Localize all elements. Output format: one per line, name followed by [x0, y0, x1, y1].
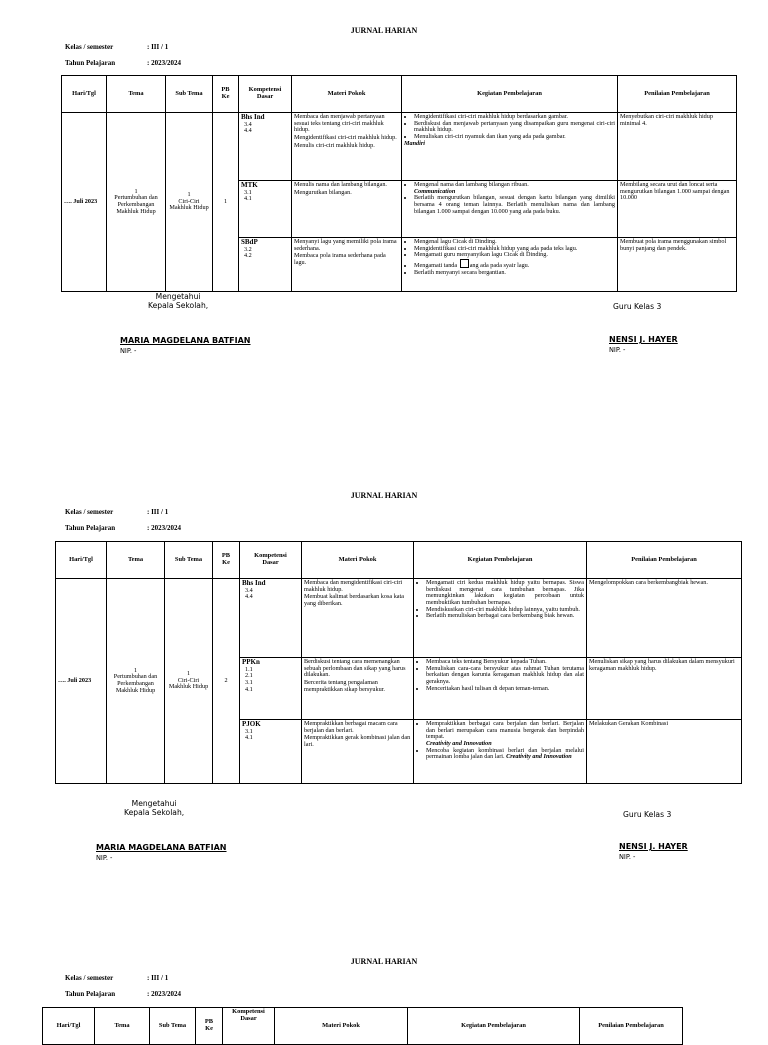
journal-table — [42, 1007, 683, 1045]
guru-name-block: NENSI J. HAYER NIP. - — [619, 842, 688, 861]
kepala-signature: Mengetahui Kepala Sekolah, — [124, 799, 185, 817]
journal-title: JURNAL HARIAN — [350, 491, 418, 500]
guru-label: Guru Kelas 3 — [623, 810, 672, 819]
table-row: PJOK 3.1 4.1 Mempraktikkan berbagai macam cara berjalan dan berlari. Mempraktikkan gerak kombinasi jalan dan lari. • Mempraktikkan berbagai cara berjalan dan berlari. Berjalan dan berlari merupakan cara manusia bergerak dan berpindah tempat. Creativity and Innovation • Mencoba kegiatan kombinasi berlari dan berjalan melalui permainan lomba jalan dan lari. Creativity and Innovation Melakukan Gerakan Kombinasi — [56, 720, 742, 784]
journal-table — [55, 541, 742, 784]
table-row: …. Juli 2023 1 Pertumbuhan dan Perkembangan Makhluk Hidup 1 Ciri-Ciri Makhluk Hidup 1 Bhs Ind 3.4 4.4 Membaca dan menjawab pertanyaan sesuai teks tentang ciri-ciri makhluk hidup. Mengidentifikasi ciri-ciri makhluk hidup. Menulis ciri-ciri makhluk hidup. • Mengidentifikasi ciri-ciri makhluk hidup berdasarkan gambar. • Berdiskusi dan menjawab pertanyaan yang disampaikan guru mengenai ciri-ciri makhluk hidup. • Menuliskan ciri-ciri nyamuk dan ikan yang ada pada gambar. Mandiri Menyebutkan ciri-ciri makhluk hidup minimal 4. — [62, 113, 737, 181]
journal-title: JURNAL HARIAN — [350, 957, 418, 966]
kepala-signature: Mengetahui Kepala Sekolah, — [148, 292, 209, 310]
journal-table — [61, 75, 737, 292]
header-row: Hari/Tgl Tema Sub Tema PB Ke Kompetensi Dasar Materi Pokok Kegiatan Pembelajaran Penilaian Pembelajaran — [56, 542, 742, 579]
table-row: PPKn 1.1 2.1 3.1 4.1 Berdiskusi tentang cara memenangkan sebuah perlombaan dan sikap yang harus dilakukan. Bercerita tentang pengalaman mempraktikkan sikap bersyukur. • Membaca teks tentang Bersyukur kepada Tuhan. • Menuliskan cara-cara bersyukur atas rahmat Tuhan terutama berkaitan dengan karunia keragaman makhluk hidup dan alat geraknya. • Menceritakan hasil tulisan di depan teman-teman. Menuliskan sikap yang harus dilakukan dalam mensyukuri keragaman makhluk hidup. — [56, 658, 742, 720]
header-row: Hari/Tgl Tema Sub Tema PB Ke Kompetensi Dasar Materi Pokok Kegiatan Pembelajaran Penilaian Pembelajaran — [43, 1008, 683, 1045]
table-row: MTK 3.1 4.1 Menulis nama dan lambang bilangan. Mengurutkan bilangan. • Mengenal nama dan lambang bilangan ribuan. Communication • Berlatih mengurutkan bilangan, sesuai dengan kartu bilangan yang dimiliki bersama 4 orang teman lainnya. Berlatih menuliskan nama dan lambang bilangan 1.000 sampai dengan 10.000 yang ada pada buku. Membilang secara urut dan loncat serta mengurutkan bilangan 1.000 sampai dengan 10.000 — [62, 181, 737, 238]
table-row: SBdP 3.2 4.2 Menyanyi lagu yang memiliki pola irama sederhana. Membaca pola irama sederhana pada lagu. • Mengenal lagu Cicak di Dinding. • Mengidentifikasi ciri-ciri makhluk hidup yang ada pada teks lagu. • Mengamati guru menyanyikan lagu Cicak di Dinding. • Mengamati tanda ang ada pada syair lagu. • Berlatih menyanyi secara bergantian. Membuat pola irama menggunakan simbol bunyi panjang dan pendek. — [62, 238, 737, 292]
kepala-name-block: MARIA MAGDELANA BATFIAN NIP. - — [120, 336, 251, 355]
guru-label: Guru Kelas 3 — [613, 302, 662, 311]
journal-page-3: JURNAL HARIAN Kelas / semester : III / 1 Tahun Pelajaran : 2023/2024 Hari/Tgl Tema Sub Tema PB Ke Kompetensi Dasar Materi Pokok Kegiatan Pembelajaran Penilaian Pembelajaran — [0, 932, 768, 1024]
table-row: …. Juli 2023 1 Pertumbuhan dan Perkembangan Makhluk Hidup 1 Ciri-Ciri Makhluk Hidup 2 Bhs Ind 3.4 4.4 Membaca dan mengidentifikasi ciri-ciri makhluk hidup. Membuat kalimat berdasarkan kosa kata yang diberikan. • Mengamati ciri kedua makhluk hidup yaitu bernapas. Siswa berdiskusi mengenai cara tumbuhan bernapas. Jika memungkinkan lakukan kegiatan percobaan untuk membuktikan tumbuhan bernapas. • Mendiskusikan ciri-ciri makhluk hidup lainnya, yaitu tumbuh. • Berlatih menuliskan berbagai cara berkembang biak hewan. Mengelompokkan cara berkembangbiak hewan. — [56, 579, 742, 658]
kepala-name-block: MARIA MAGDELANA BATFIAN NIP. - — [96, 843, 227, 862]
journal-title: JURNAL HARIAN — [350, 26, 418, 35]
guru-name-block: NENSI J. HAYER NIP. - — [609, 335, 678, 354]
checkbox-icon — [460, 259, 469, 268]
header-row: Hari/Tgl Tema Sub Tema PB Ke Kompetensi Dasar Materi Pokok Kegiatan Pembelajaran Penilaian Pembelajaran — [62, 76, 737, 113]
